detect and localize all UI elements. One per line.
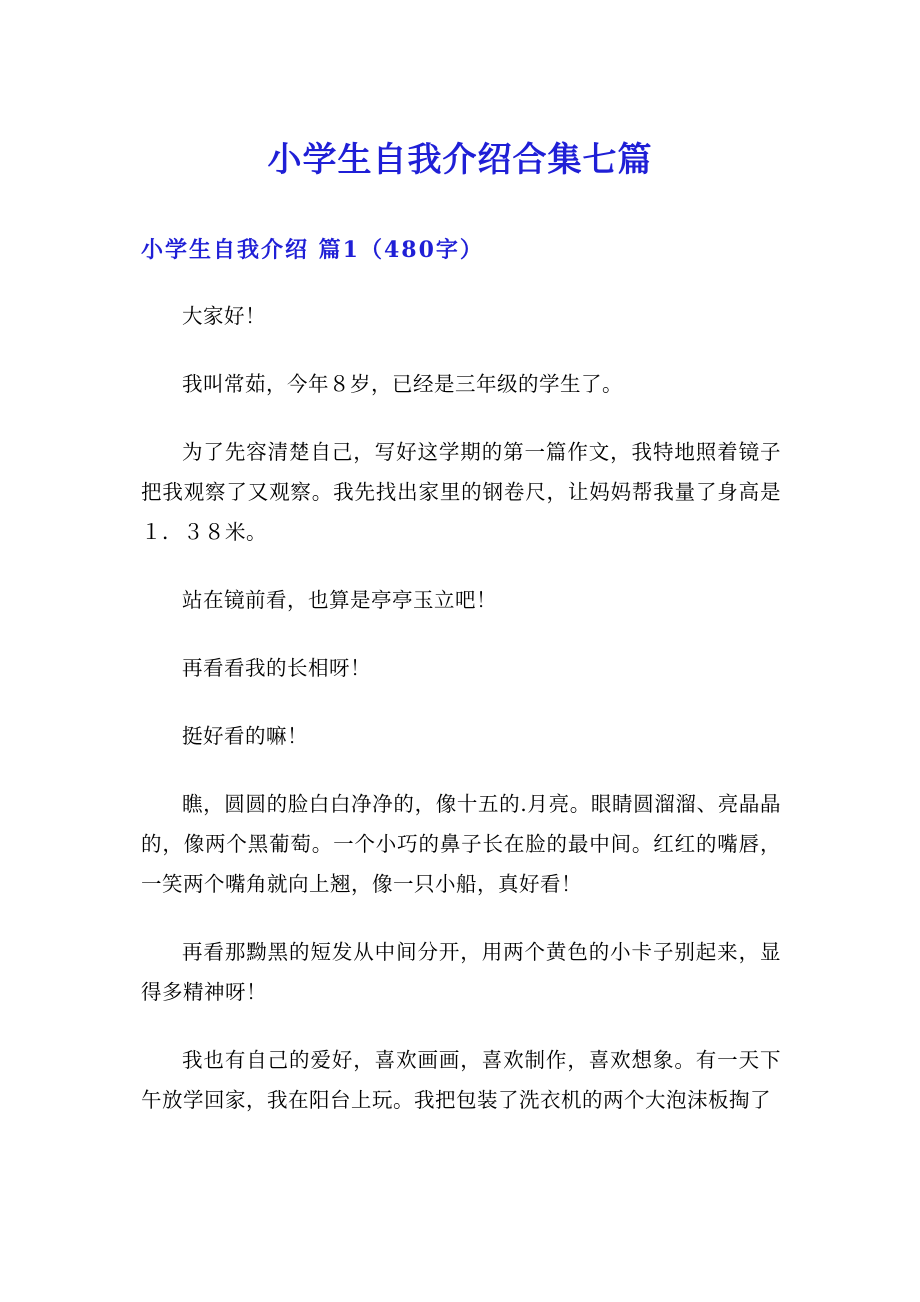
document-title: 小学生自我介绍合集七篇 xyxy=(267,140,653,180)
paragraph: 再看那黝黑的短发从中间分开，用两个黄色的小卡子别起来，显得多精神呀！ xyxy=(141,940,781,1004)
paragraph: 我也有自己的爱好，喜欢画画，喜欢制作，喜欢想象。有一天下午放学回家，我在阳台上玩。我把包装了洗衣机的两个大泡沫板掏了 xyxy=(141,1048,781,1112)
paragraph: 瞧，圆圆的脸白白净净的，像十五的.月亮。眼睛圆溜溜、亮晶晶的，像两个黑葡萄。一个小巧的鼻子长在脸的最中间。红红的嘴唇，一笑两个嘴角就向上翘，像一只小船，真好看！ xyxy=(141,792,781,896)
paragraph: 为了先容清楚自己，写好这学期的第一篇作文，我特地照着镜子把我观察了又观察。我先找出家里的钢卷尺，让妈妈帮我量了身高是１．３８米。 xyxy=(141,440,781,544)
paragraph: 我叫常茹，今年８岁，已经是三年级的学生了。 xyxy=(182,372,623,396)
paragraph: 大家好！ xyxy=(182,304,266,328)
paragraph: 再看看我的长相呀！ xyxy=(182,656,371,680)
section-body xyxy=(141,296,781,1120)
paragraph: 站在镜前看，也算是亭亭玉立吧！ xyxy=(182,588,497,612)
paragraph: 挺好看的嘛！ xyxy=(182,724,308,748)
section-heading: 小学生自我介绍 篇1（480字） xyxy=(141,237,484,263)
